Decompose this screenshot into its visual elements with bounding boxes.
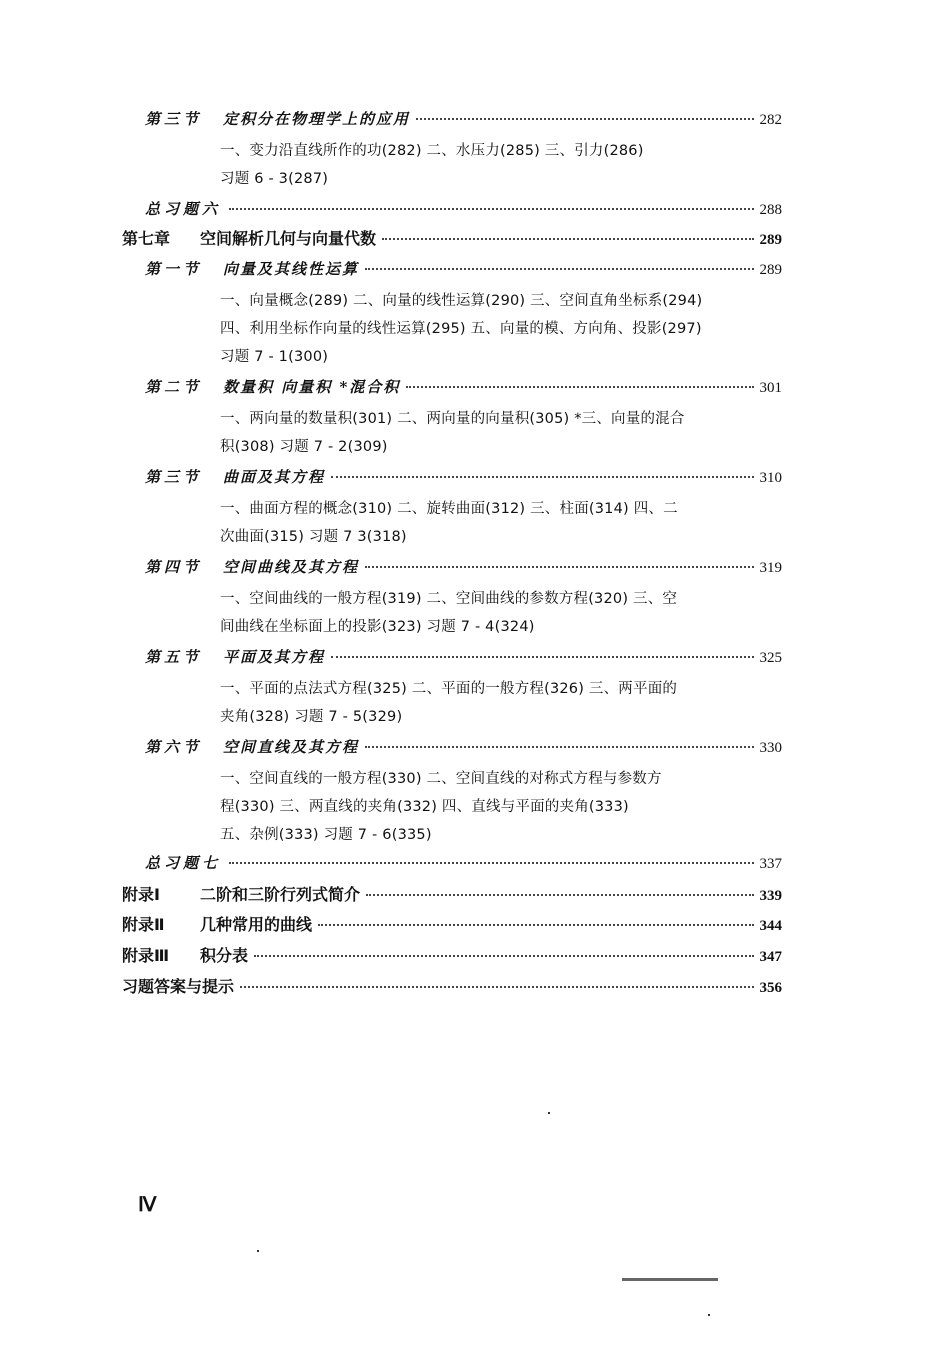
dot-leader [365, 566, 753, 568]
dot-leader [365, 746, 753, 748]
dot-leader [229, 208, 754, 210]
page-number: 344 [759, 918, 782, 934]
section-title: 定积分在物理学上的应用 [223, 110, 411, 128]
section-label: 第一节 [145, 260, 203, 278]
section-label: 总习题七 [145, 854, 222, 872]
toc-subentry: 一、变力沿直线所作的功(282) 二、水压力(285) 三、引力(286) [220, 143, 644, 159]
appendix-title: 几种常用的曲线 [200, 915, 313, 934]
section-title: 向量及其线性运算 [223, 260, 360, 278]
toc-subentry: 间曲线在坐标面上的投影(323) 习题 7 - 4(324) [220, 619, 535, 635]
toc-subentry: 一、两向量的数量积(301) 二、两向量的向量积(305) *三、向量的混合 [220, 411, 685, 427]
appendix-title: 二阶和三阶行列式简介 [200, 885, 361, 904]
dot-leader [365, 268, 753, 270]
appendix-title: 积分表 [200, 946, 249, 965]
chapter-label: 第七章 [122, 229, 171, 248]
page-folio: Ⅳ [138, 1194, 157, 1216]
toc-entry-section [145, 466, 782, 489]
toc-entry-section [145, 258, 782, 281]
toc-entry-section [145, 108, 782, 131]
toc-subentry: 一、空间曲线的一般方程(319) 二、空间曲线的参数方程(320) 三、空 [220, 591, 678, 607]
section-label: 第五节 [145, 648, 203, 666]
section-label: 总习题六 [145, 200, 222, 218]
page-number: 330 [759, 740, 782, 756]
dot-leader [254, 955, 753, 957]
section-label: 第三节 [145, 110, 203, 128]
toc-subentry: 一、空间直线的一般方程(330) 二、空间直线的对称式方程与参数方 [220, 771, 662, 787]
scan-speck [708, 1314, 710, 1316]
scan-smudge [622, 1278, 718, 1281]
section-label: 第四节 [145, 558, 203, 576]
toc-subentry: 积(308) 习题 7 - 2(309) [220, 439, 388, 455]
dot-leader [331, 476, 753, 478]
scan-speck [548, 1112, 550, 1114]
toc-subentry: 一、向量概念(289) 二、向量的线性运算(290) 三、空间直角坐标系(294) [220, 293, 703, 309]
page-number: 356 [759, 980, 782, 996]
toc-subentry: 次曲面(315) 习题 7 3(318) [220, 529, 407, 545]
dot-leader [331, 656, 753, 658]
dot-leader [229, 862, 754, 864]
dot-leader [416, 118, 753, 120]
toc-subentry: 五、杂例(333) 习题 7 - 6(335) [220, 827, 432, 843]
toc-subentry: 程(330) 三、两直线的夹角(332) 四、直线与平面的夹角(333) [220, 799, 629, 815]
page-number: 310 [759, 470, 782, 486]
page-number: 301 [759, 380, 782, 396]
section-label: 第二节 [145, 378, 203, 396]
section-title: 曲面及其方程 [223, 468, 326, 486]
toc-subentry: 四、利用坐标作向量的线性运算(295) 五、向量的模、方向角、投影(297) [220, 321, 702, 337]
toc-entry-section [145, 646, 782, 669]
page-number: 347 [759, 949, 782, 965]
section-label: 第三节 [145, 468, 203, 486]
toc-subentry: 习题 6 - 3(287) [220, 171, 329, 187]
page-number: 282 [759, 112, 782, 128]
chapter-title: 空间解析几何与向量代数 [200, 229, 377, 248]
toc-subentry: 夹角(328) 习题 7 - 5(329) [220, 709, 403, 725]
dot-leader [318, 924, 753, 926]
page-number: 288 [759, 202, 782, 218]
toc-entry-section [145, 556, 782, 579]
page-number: 325 [759, 650, 782, 666]
scan-speck [257, 1250, 259, 1252]
page-number: 289 [759, 262, 782, 278]
page-number: 337 [759, 856, 782, 872]
toc-entry-section [145, 376, 782, 399]
toc-subentry: 一、平面的点法式方程(325) 二、平面的一般方程(326) 三、两平面的 [220, 681, 678, 697]
toc-entry-answers [122, 976, 782, 999]
toc-entry-appendix [122, 884, 782, 907]
appendix-label: 附录Ⅰ [122, 885, 160, 904]
dot-leader [406, 386, 753, 388]
answers-title: 习题答案与提示 [122, 977, 235, 996]
toc-entry-appendix [122, 945, 782, 968]
section-title: 空间曲线及其方程 [223, 558, 360, 576]
page-number: 289 [759, 232, 782, 248]
appendix-label: 附录Ⅱ [122, 915, 165, 934]
section-title: 空间直线及其方程 [223, 738, 360, 756]
section-label: 第六节 [145, 738, 203, 756]
section-title: 数量积 向量积 *混合积 [223, 378, 401, 396]
toc-subentry: 习题 7 - 1(300) [220, 349, 329, 365]
toc-entry-section [145, 736, 782, 759]
toc-subentry: 一、曲面方程的概念(310) 二、旋转曲面(312) 三、柱面(314) 四、二 [220, 501, 678, 517]
toc-entry-appendix [122, 914, 782, 937]
appendix-label: 附录Ⅲ [122, 946, 170, 965]
toc-entry-review [145, 198, 782, 221]
dot-leader [240, 986, 753, 988]
page-number: 319 [759, 560, 782, 576]
dot-leader [366, 894, 753, 896]
toc-entry-review [145, 852, 782, 875]
page-number: 339 [759, 888, 782, 904]
toc-entry-chapter [122, 228, 782, 251]
dot-leader [382, 238, 753, 240]
section-title: 平面及其方程 [223, 648, 326, 666]
